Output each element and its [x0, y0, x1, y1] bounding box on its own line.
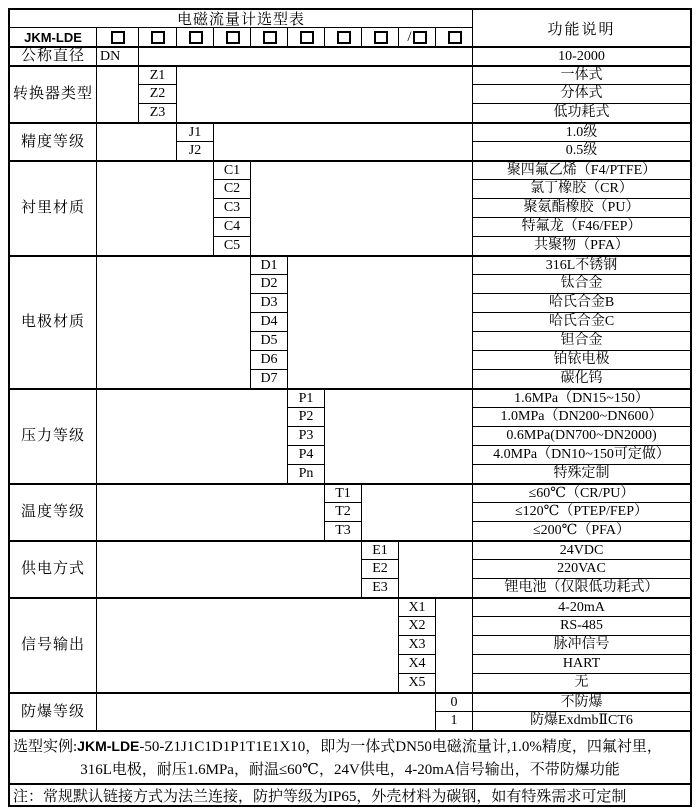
model-digit-slot [435, 27, 472, 46]
checkbox-icon [263, 31, 277, 44]
code-cell: C4 [213, 217, 250, 236]
description-cell: 4-20mA [472, 597, 690, 616]
code-cell: C5 [213, 236, 250, 255]
description-cell: 防爆ExdmbⅡCT6 [472, 711, 690, 730]
code-cell: D1 [250, 255, 287, 274]
checkbox-icon [337, 31, 351, 44]
code-cell: J1 [176, 122, 213, 141]
description-cell: 无 [472, 673, 690, 692]
empty-region [398, 540, 472, 597]
description-cell: 4.0MPa（DN10~150可定做） [472, 445, 690, 464]
code-cell: T1 [324, 483, 361, 502]
description-cell: 不防爆 [472, 692, 690, 711]
section-label: 精度等级 [10, 122, 96, 160]
model-digit-slot [287, 27, 324, 46]
description-cell: 1.0级 [472, 122, 690, 141]
description-cell: 特氟龙（F46/FEP） [472, 217, 690, 236]
code-cell: 1 [435, 711, 472, 730]
description-cell: 氯丁橡胶（CR） [472, 179, 690, 198]
model-digit-slot [324, 27, 361, 46]
description-cell: 特殊定制 [472, 464, 690, 483]
empty-region [96, 388, 287, 483]
code-cell: X4 [398, 654, 435, 673]
code-cell: D6 [250, 350, 287, 369]
table-title: 电磁流量计选型表 [176, 12, 305, 28]
empty-region [96, 692, 435, 730]
description-cell: 碳化钨 [472, 369, 690, 388]
model-digit-slot [213, 27, 250, 46]
empty-region [213, 122, 472, 160]
description-cell: 脉冲信号 [472, 635, 690, 654]
code-cell: P3 [287, 426, 324, 445]
code-cell: DN [96, 46, 138, 65]
example-description: -50-Z1J1C1D1P1T1E1X10，即为一体式DN50电磁流量计,1.0%精度，四氟衬里， [139, 739, 662, 755]
code-cell: C2 [213, 179, 250, 198]
empty-region [96, 540, 361, 597]
section-label: 电极材质 [10, 255, 96, 388]
empty-region [96, 597, 398, 692]
empty-region [287, 255, 472, 388]
code-cell: J2 [176, 141, 213, 160]
section-label: 信号输出 [10, 597, 96, 692]
section-label: 供电方式 [10, 540, 96, 597]
description-cell: 0.5级 [472, 141, 690, 160]
checkbox-icon [413, 31, 427, 44]
code-cell: Z3 [138, 103, 176, 122]
code-cell: C1 [213, 160, 250, 179]
example-model: JKM-LDE [77, 738, 140, 754]
description-cell: 一体式 [472, 65, 690, 84]
description-cell: 铂铱电极 [472, 350, 690, 369]
model-digit-slot [250, 27, 287, 46]
checkbox-icon [151, 31, 165, 44]
section-label: 转换器类型 [10, 65, 96, 122]
description-cell: 1.6MPa（DN15~150） [472, 388, 690, 407]
description-cell: 钽合金 [472, 331, 690, 350]
code-cell: T2 [324, 502, 361, 521]
empty-region [138, 46, 472, 65]
code-cell: P1 [287, 388, 324, 407]
description-cell: ≤200℃（PFA） [472, 521, 690, 540]
selection-table [8, 8, 692, 807]
code-cell: D2 [250, 274, 287, 293]
code-cell: P2 [287, 407, 324, 426]
checkbox-icon [300, 31, 314, 44]
empty-region [250, 160, 472, 255]
description-cell: 哈氏合金B [472, 293, 690, 312]
checkbox-icon [189, 31, 203, 44]
description-cell: 24VDC [472, 540, 690, 559]
code-cell: X1 [398, 597, 435, 616]
description-cell: 316L不锈钢 [472, 255, 690, 274]
model-digit-slot [96, 27, 138, 46]
checkbox-icon [448, 31, 462, 44]
example-line1 [13, 735, 687, 759]
description-cell: 10-2000 [472, 46, 690, 65]
code-cell: E3 [361, 578, 398, 597]
example-label: 选型实例: [13, 739, 78, 755]
checkbox-icon [226, 31, 240, 44]
empty-region [176, 65, 472, 122]
code-cell: D7 [250, 369, 287, 388]
empty-region [324, 388, 472, 483]
description-cell: ≤60℃（CR/PU） [472, 483, 690, 502]
code-cell: Z2 [138, 84, 176, 103]
code-cell: D5 [250, 331, 287, 350]
code-cell: P4 [287, 445, 324, 464]
code-cell: X5 [398, 673, 435, 692]
checkbox-icon [111, 31, 125, 44]
description-cell: 锂电池（仅限低功耗式） [472, 578, 690, 597]
description-cell: HART [472, 654, 690, 673]
empty-region [361, 483, 472, 540]
empty-region [435, 597, 472, 692]
section-label: 防爆等级 [10, 692, 96, 730]
code-cell: D4 [250, 312, 287, 331]
description-cell: 1.0MPa（DN200~DN600） [472, 407, 690, 426]
code-cell: X2 [398, 616, 435, 635]
description-cell: 哈氏合金C [472, 312, 690, 331]
code-cell: D3 [250, 293, 287, 312]
note-text: 注：常规默认链接方式为法兰连接，防护等级为IP65，外壳材料为碳钢，如有特殊需求可定制 [10, 783, 690, 805]
code-cell: T3 [324, 521, 361, 540]
empty-region [96, 65, 138, 122]
code-cell: Z1 [138, 65, 176, 84]
description-cell: 分体式 [472, 84, 690, 103]
section-label: 公称直径 [10, 46, 96, 65]
description-cell: 低功耗式 [472, 103, 690, 122]
code-cell: E2 [361, 559, 398, 578]
code-cell: 0 [435, 692, 472, 711]
description-cell: 0.6MPa(DN700~DN2000) [472, 426, 690, 445]
empty-region [96, 483, 324, 540]
code-cell: E1 [361, 540, 398, 559]
section-label: 压力等级 [10, 388, 96, 483]
code-cell: C3 [213, 198, 250, 217]
example-section [10, 730, 690, 783]
section-label: 衬里材质 [10, 160, 96, 255]
description-cell: 共聚物（PFA） [472, 236, 690, 255]
model-digit-slot [176, 27, 213, 46]
model-digit-slot [138, 27, 176, 46]
empty-region [96, 160, 213, 255]
function-column-header: 功能说明 [472, 10, 690, 46]
section-label: 温度等级 [10, 483, 96, 540]
description-cell: 聚四氟乙烯（F4/PTFE） [472, 160, 690, 179]
code-cell: Pn [287, 464, 324, 483]
empty-region [96, 255, 250, 388]
empty-region [96, 122, 176, 160]
model-digit-slot [361, 27, 398, 46]
description-cell: ≤120℃（PTEP/FEP） [472, 502, 690, 521]
description-cell: 钛合金 [472, 274, 690, 293]
code-cell: X3 [398, 635, 435, 654]
description-cell: 聚氨酯橡胶（PU） [472, 198, 690, 217]
model-prefix: JKM-LDE [10, 27, 96, 46]
slash-separator: / [407, 28, 412, 45]
description-cell: RS-485 [472, 616, 690, 635]
example-line2: 316L电极，耐压1.6MPa，耐温≤60℃，24V供电，4-20mA信号输出，不带防爆功能 [80, 762, 620, 778]
model-digit-slot [398, 27, 435, 46]
checkbox-icon [374, 31, 388, 44]
description-cell: 220VAC [472, 559, 690, 578]
